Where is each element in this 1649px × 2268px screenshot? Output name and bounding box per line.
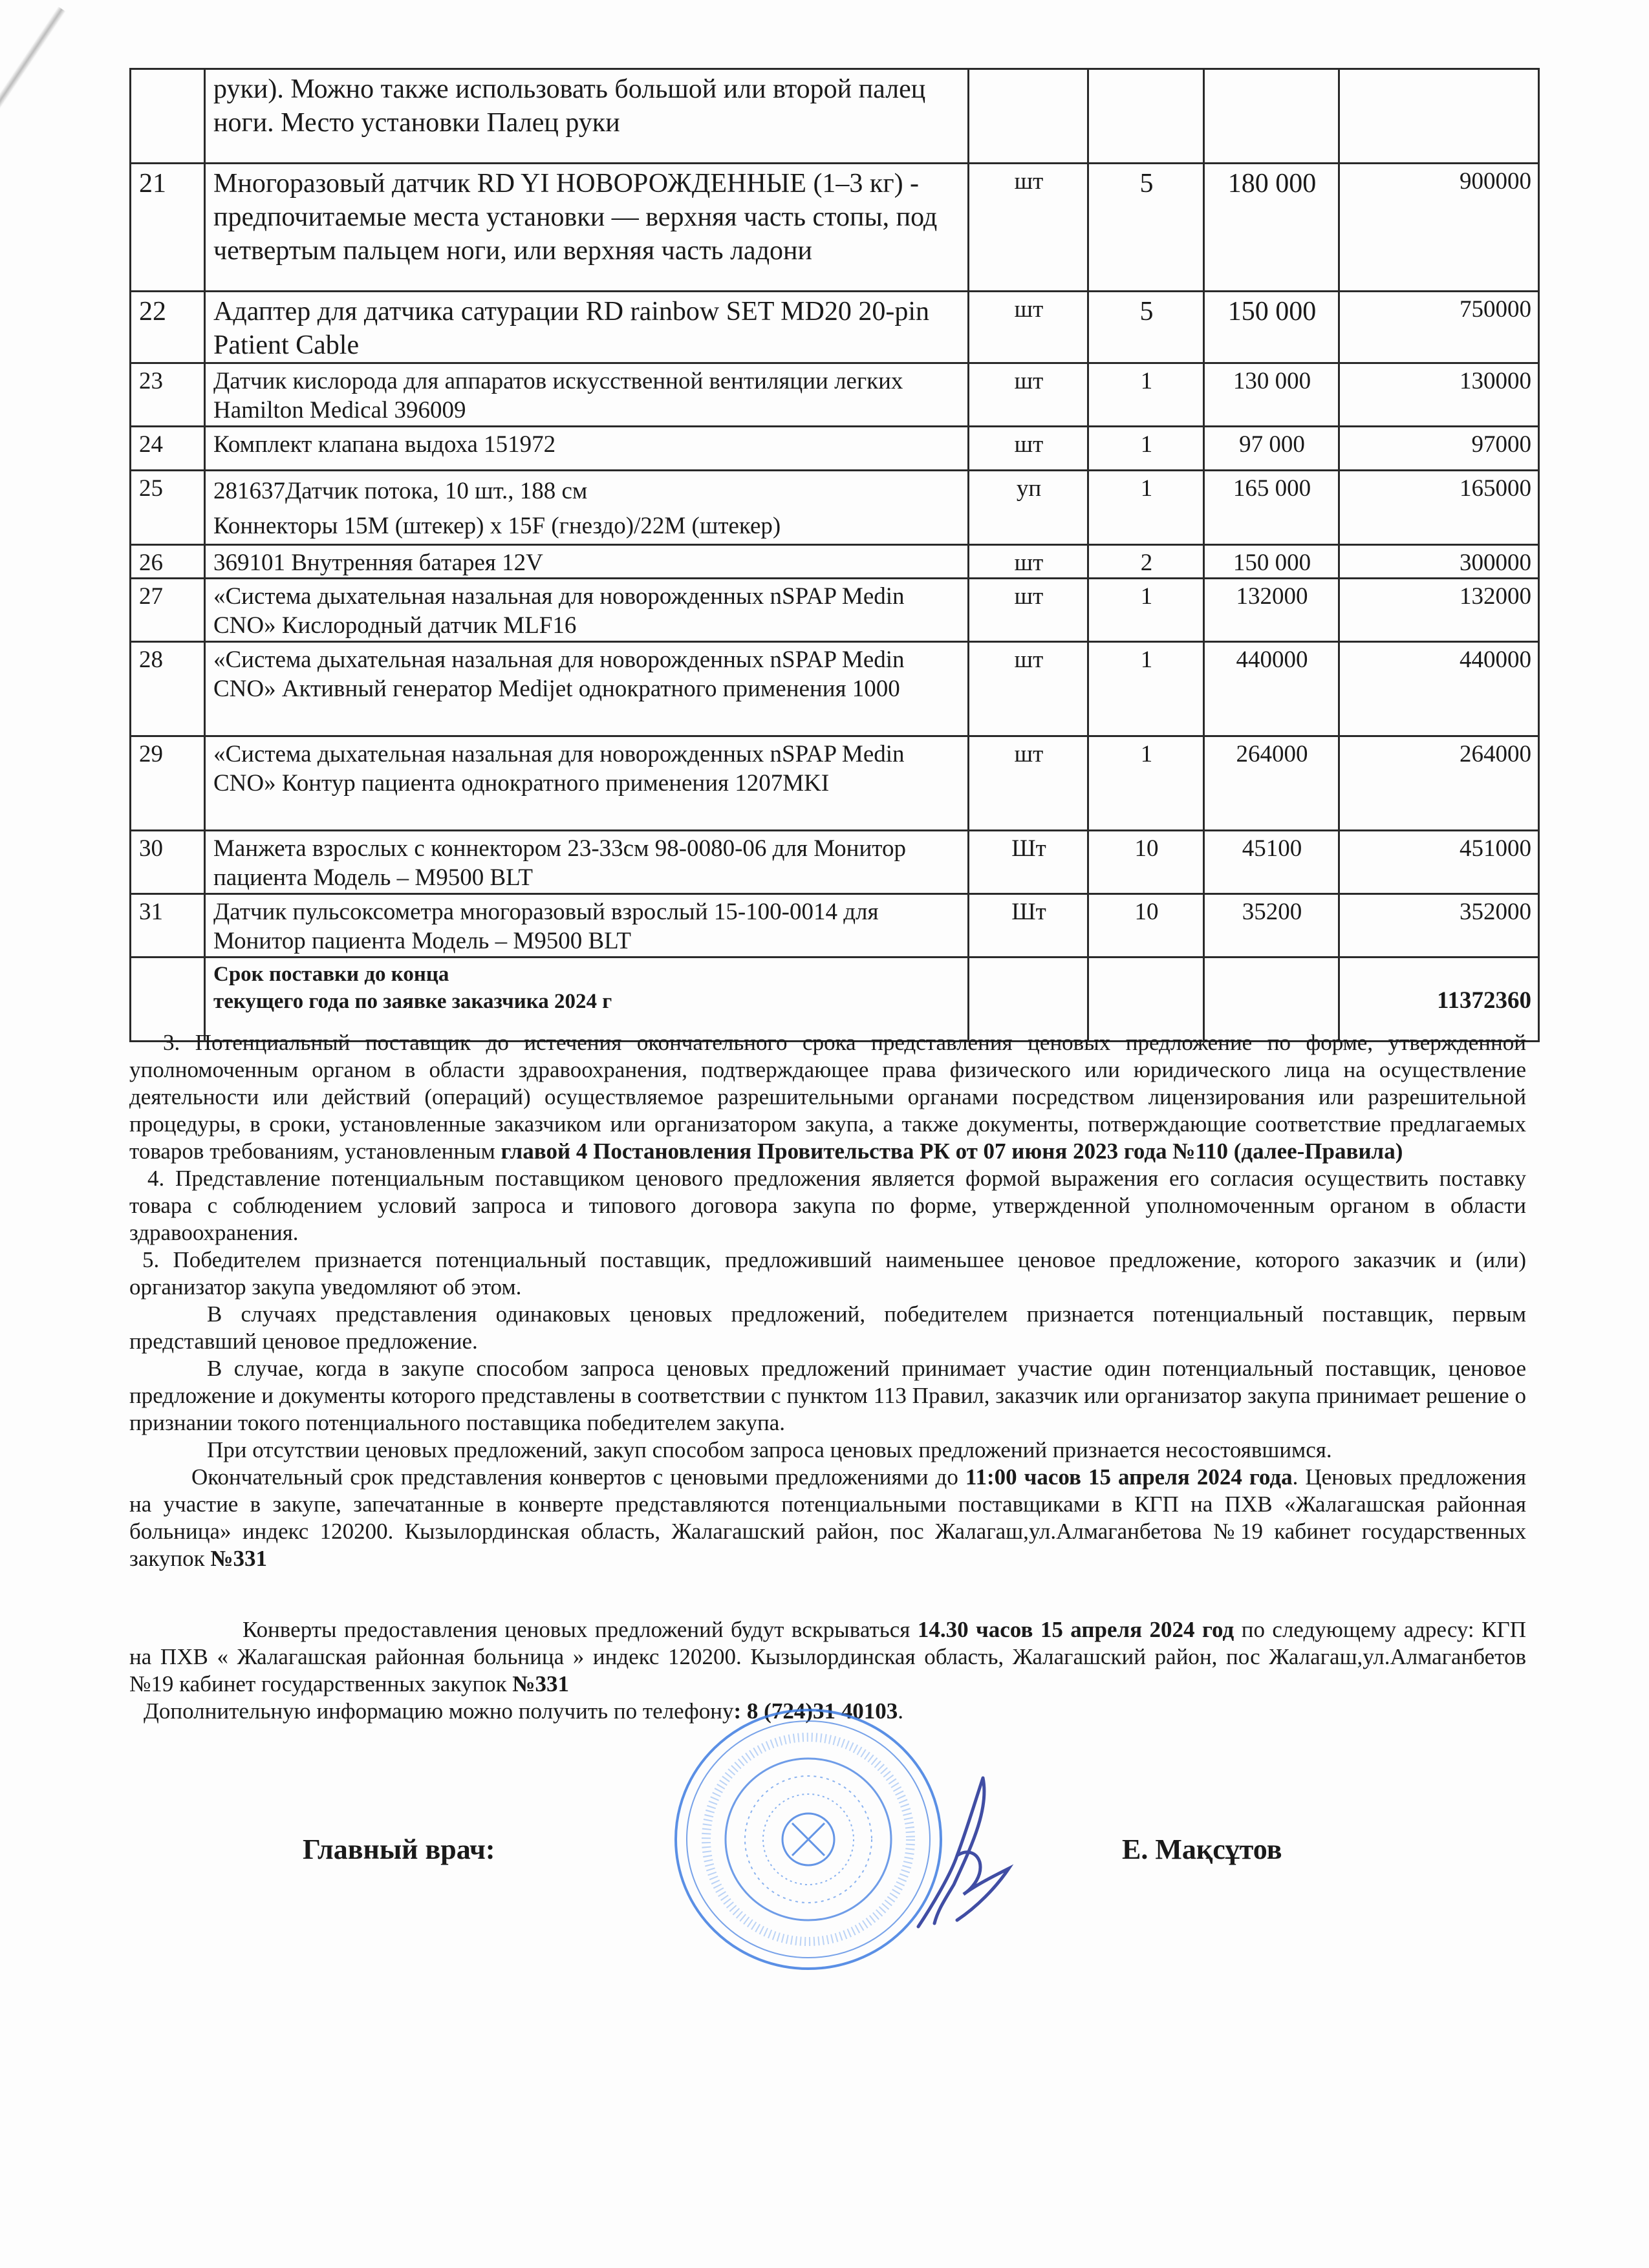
row-total: 130000 — [1339, 363, 1539, 427]
row-description: Многоразовый датчик RD YI НОВОРОЖДЕННЫЕ (1–3 кг) - предпочитаемые места установки — верхняя часть стопы, под четвертым пальцем ноги, или верхняя часть ладони — [205, 164, 969, 292]
row-price — [1204, 69, 1339, 164]
row-number: 26 — [131, 545, 205, 579]
paragraph-4: 4. Представление потенциальным поставщиком ценового предложения является формой выражения его согласия осуществить поставку товара с соблюдением условий запроса и типового договора закупа по форме, утвержденной уполномоченным органом в области здравоохранения. — [129, 1166, 1526, 1245]
row-description: «Система дыхательная назальная для новорожденных nSPAP Medin CNO» Контур пациента однократного применения 1207MKI — [205, 736, 969, 831]
row-unit: шт — [969, 292, 1088, 363]
items-table — [129, 68, 1540, 1042]
office-number: №331 — [512, 1671, 570, 1696]
paragraph-deadline — [129, 1464, 1526, 1572]
row-description: Датчик кислорода для аппаратов искусственной вентиляции легких Hamilton Medical 396009 — [205, 363, 969, 427]
table-row — [131, 363, 1539, 427]
row-number: 31 — [131, 894, 205, 957]
row-unit: шт — [969, 736, 1088, 831]
delivery-term — [205, 957, 969, 1042]
row-total: 451000 — [1339, 831, 1539, 894]
row-price: 97 000 — [1204, 427, 1339, 471]
paragraph-8: При отсутствии ценовых предложений, закуп способом запроса ценовых предложений признается несостоявшимся. — [207, 1437, 1332, 1462]
row-unit — [969, 957, 1088, 1042]
signature-block — [0, 1833, 1649, 1910]
row-description: Комплект клапана выдоха 151972 — [205, 427, 969, 471]
signatory-title: Главный врач: — [303, 1834, 495, 1865]
row-qty — [1088, 957, 1204, 1042]
row-price: 180 000 — [1204, 164, 1339, 292]
row-qty: 2 — [1088, 545, 1204, 579]
row-number: 27 — [131, 579, 205, 642]
rules-reference: главой 4 Постановления Провительства РК от 07 июня 2023 года №110 (далее-Правила) — [501, 1139, 1403, 1164]
row-unit: шт — [969, 545, 1088, 579]
row-total: 900000 — [1339, 164, 1539, 292]
paragraph-text: Дополнительную информацию можно получить по телефону — [144, 1698, 734, 1724]
row-qty: 5 — [1088, 164, 1204, 292]
paragraph-opening — [129, 1616, 1526, 1698]
row-unit: уп — [969, 471, 1088, 545]
table-row — [131, 736, 1539, 831]
row-description: 369101 Внутренняя батарея 12V — [205, 545, 969, 579]
row-price — [1204, 957, 1339, 1042]
paragraph-text: Конверты предоставления ценовых предложений будут вскрываться — [242, 1617, 918, 1642]
office-number: №331 — [210, 1546, 268, 1571]
row-unit — [969, 69, 1088, 164]
row-description: «Система дыхательная назальная для новорожденных nSPAP Medin CNO» Активный генератор Medijet однократного применения 1000 — [205, 642, 969, 736]
table-row — [131, 427, 1539, 471]
table-row — [131, 471, 1539, 545]
row-qty: 1 — [1088, 579, 1204, 642]
row-qty: 10 — [1088, 894, 1204, 957]
row-price: 130 000 — [1204, 363, 1339, 427]
row-total: 165000 — [1339, 471, 1539, 545]
row-number: 29 — [131, 736, 205, 831]
row-description: Датчик пульсоксометра многоразовый взрослый 15-100-0014 для Монитор пациента Модель – M9500 BLT — [205, 894, 969, 957]
row-price: 150 000 — [1204, 545, 1339, 579]
row-description: Манжета взрослых с коннектором 23-33см 98-0080-06 для Монитор пациента Модель – M9500 BLT — [205, 831, 969, 894]
table-row — [131, 894, 1539, 957]
paragraph-text: . Ценовых предложения на участие в закупе, запечатанные в конверте представляются потенциальными поставщиками в КГП на ПХВ «Жалагашская районная больница» индекс 120200. Кызылординская область, Жалагашский район, пос Жалагаш,ул.Алмаганбетова №19 кабинет государственных закупок — [129, 1464, 1526, 1571]
deadline-datetime: 11:00 часов 15 апреля 2024 года — [965, 1464, 1293, 1490]
row-price: 440000 — [1204, 642, 1339, 736]
paragraph-3 — [129, 1029, 1526, 1165]
row-total — [1339, 69, 1539, 164]
row-description-line: Коннекторы 15M (штекер) x 15F (гнездо)/22M (штекер) — [213, 513, 781, 539]
row-unit: шт — [969, 427, 1088, 471]
row-number: 22 — [131, 292, 205, 363]
row-description: «Система дыхательная назальная для новорожденных nSPAP Medin CNO» Кислородный датчик MLF16 — [205, 579, 969, 642]
row-qty: 10 — [1088, 831, 1204, 894]
row-qty: 1 — [1088, 736, 1204, 831]
table-row — [131, 545, 1539, 579]
row-description — [205, 471, 969, 545]
paragraph-text: 3. Потенциальный поставщик до истечения окончательного срока представления ценовых предложение по форме, утвержденной уполномоченным органом в области здравоохранения, подтверждающее права физического или юридического лица на осуществление деятельности или действий (операций) осуществляемое разрешительными органами посредством лицензирования или разрешительной процедуры, в сроки, установленные заказчиком или организатором закупа, а также документы, потверждающие соответствие предлагаемых товаров требованиям, установленным — [129, 1030, 1526, 1164]
row-total: 132000 — [1339, 579, 1539, 642]
paragraph-text: по следующему адресу: КГП на ПХВ « Жалагашская районная больница » индекс 120200. Кызылординская область, Жалагашский район, пос Жалагаш,ул.Алмаганбетов №19 кабинет государственных закупок — [129, 1617, 1526, 1696]
row-number: 21 — [131, 164, 205, 292]
row-unit: шт — [969, 164, 1088, 292]
row-qty — [1088, 69, 1204, 164]
row-number: 30 — [131, 831, 205, 894]
delivery-term-line: текущего года по заявке заказчика 2024 г — [213, 990, 612, 1013]
row-description-line: 281637Датчик потока, 10 шт., 188 см — [213, 478, 588, 504]
row-qty: 5 — [1088, 292, 1204, 363]
table-row — [131, 642, 1539, 736]
row-number: 25 — [131, 471, 205, 545]
row-price: 165 000 — [1204, 471, 1339, 545]
row-price: 132000 — [1204, 579, 1339, 642]
row-price: 150 000 — [1204, 292, 1339, 363]
opening-datetime: 14.30 часов 15 апреля 2024 год — [917, 1617, 1234, 1642]
table-row — [131, 69, 1539, 164]
paragraph-6: В случаях представления одинаковых ценовых предложений, победителем признается потенциальный поставщик, первым представший ценовое предложение. — [129, 1301, 1526, 1354]
grand-total: 11372360 — [1339, 957, 1539, 1042]
table-row — [131, 292, 1539, 363]
paragraph-7: В случае, когда в закупе способом запроса ценовых предложений принимает участие один потенциальный поставщик, ценовое предложение и документы которого представлены в соответствии с пунктом 113 Правил, заказчик или организатор закупа принимает решение о признании токого потенциального поставщика победителем закупа. — [129, 1356, 1526, 1435]
scan-fold-mark — [0, 6, 66, 242]
row-price: 45100 — [1204, 831, 1339, 894]
table-row — [131, 164, 1539, 292]
paragraph-text: . — [898, 1698, 903, 1724]
row-unit: Шт — [969, 894, 1088, 957]
row-unit: Шт — [969, 831, 1088, 894]
paragraph-text: Окончательный срок представления конвертов с ценовыми предложениями до — [191, 1464, 965, 1490]
row-price: 264000 — [1204, 736, 1339, 831]
row-description: руки). Можно также использовать большой или второй палец ноги. Место установки Палец руки — [205, 69, 969, 164]
row-qty: 1 — [1088, 471, 1204, 545]
row-price: 35200 — [1204, 894, 1339, 957]
paragraph-5: 5. Победителем признается потенциальный поставщик, предложивший наименьшее ценовое предложение, которого заказчик и (или) организатор закупа уведомляют об этом. — [129, 1247, 1526, 1300]
row-total: 750000 — [1339, 292, 1539, 363]
row-unit: шт — [969, 642, 1088, 736]
signatory-name: Е. Мақсұтов — [1122, 1834, 1282, 1865]
row-total: 97000 — [1339, 427, 1539, 471]
terms-section — [129, 1029, 1526, 1572]
row-number: 28 — [131, 642, 205, 736]
table-footer-row — [131, 957, 1539, 1042]
row-number — [131, 957, 205, 1042]
row-unit: шт — [969, 579, 1088, 642]
row-total: 440000 — [1339, 642, 1539, 736]
row-number: 23 — [131, 363, 205, 427]
table-row — [131, 579, 1539, 642]
row-number — [131, 69, 205, 164]
row-unit: шт — [969, 363, 1088, 427]
row-description: Адаптер для датчика сатурации RD rainbow SET MD20 20-pin Patient Cable — [205, 292, 969, 363]
row-number: 24 — [131, 427, 205, 471]
delivery-term-line: Срок поставки до конца — [213, 963, 449, 986]
row-qty: 1 — [1088, 363, 1204, 427]
row-total: 264000 — [1339, 736, 1539, 831]
row-total: 300000 — [1339, 545, 1539, 579]
phone-number: : 8 (724)31 40103 — [733, 1698, 898, 1724]
row-total: 352000 — [1339, 894, 1539, 957]
row-qty: 1 — [1088, 427, 1204, 471]
row-qty: 1 — [1088, 642, 1204, 736]
table-row — [131, 831, 1539, 894]
